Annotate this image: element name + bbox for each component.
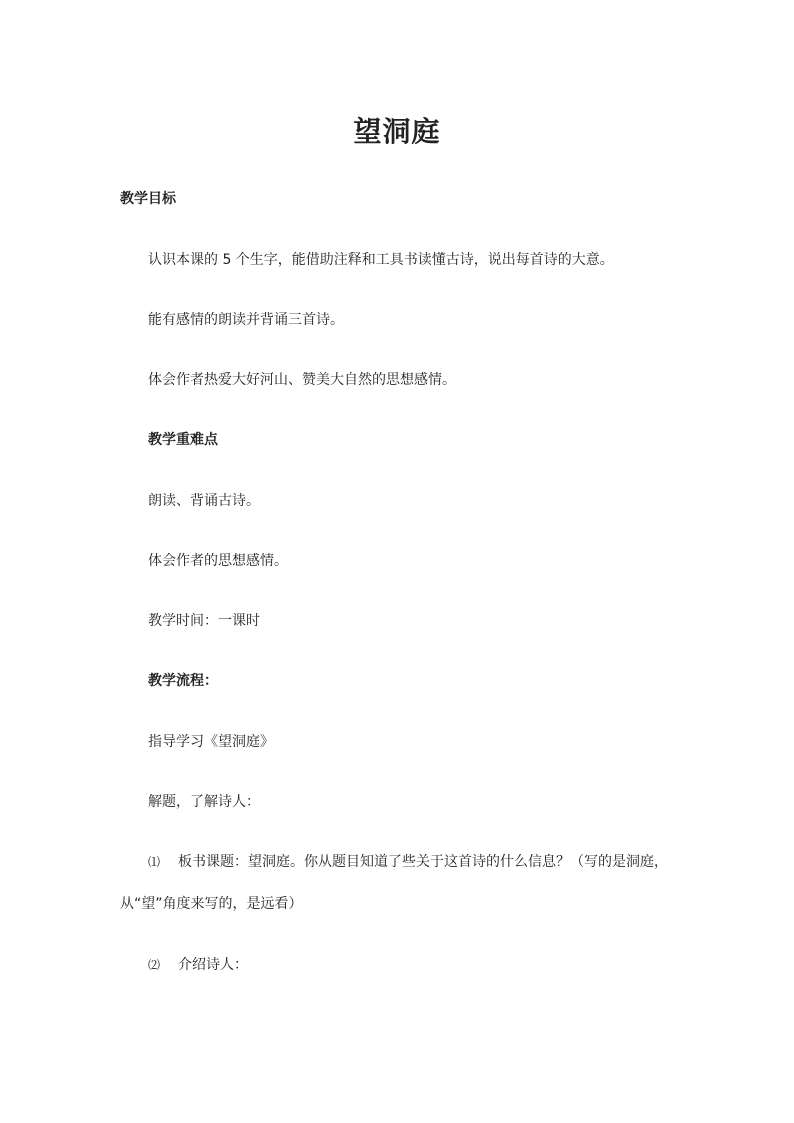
page-title: 望洞庭 (353, 115, 441, 148)
process-step: 解题，了解诗人： (148, 794, 260, 810)
key-point-item-2: 体会作者的思想感情。 (148, 553, 288, 569)
objective-item-2: 能有感情的朗读并背诵三首诗。 (148, 312, 344, 328)
sub-item-2-text: 介绍诗人： (178, 957, 248, 973)
process-intro: 指导学习《望洞庭》 (148, 734, 274, 750)
sub-item-1 (148, 853, 668, 871)
sub-item-1-number: ⑴ (148, 855, 161, 869)
sub-item-2 (148, 956, 248, 974)
sub-item-2-number: ⑵ (148, 958, 161, 972)
sub-item-1-continuation: 从“望”角度来写的，是远看） (120, 896, 303, 912)
sub-item-1-text: 板书课题：望洞庭。你从题目知道了些关于这首诗的什么信息？（写的是洞庭， (178, 854, 668, 870)
objectives-heading: 教学目标 (120, 191, 176, 207)
objective-item-3: 体会作者热爱大好河山、赞美大自然的思想感情。 (148, 372, 456, 388)
objective-item-1: 认识本课的 5 个生字，能借助注释和工具书读懂古诗，说出每首诗的大意。 (148, 252, 614, 268)
process-heading: 教学流程： (148, 673, 218, 689)
key-points-heading: 教学重难点 (148, 432, 218, 448)
teaching-time: 教学时间：一课时 (148, 613, 260, 629)
key-point-item-1: 朗读、背诵古诗。 (148, 493, 260, 509)
